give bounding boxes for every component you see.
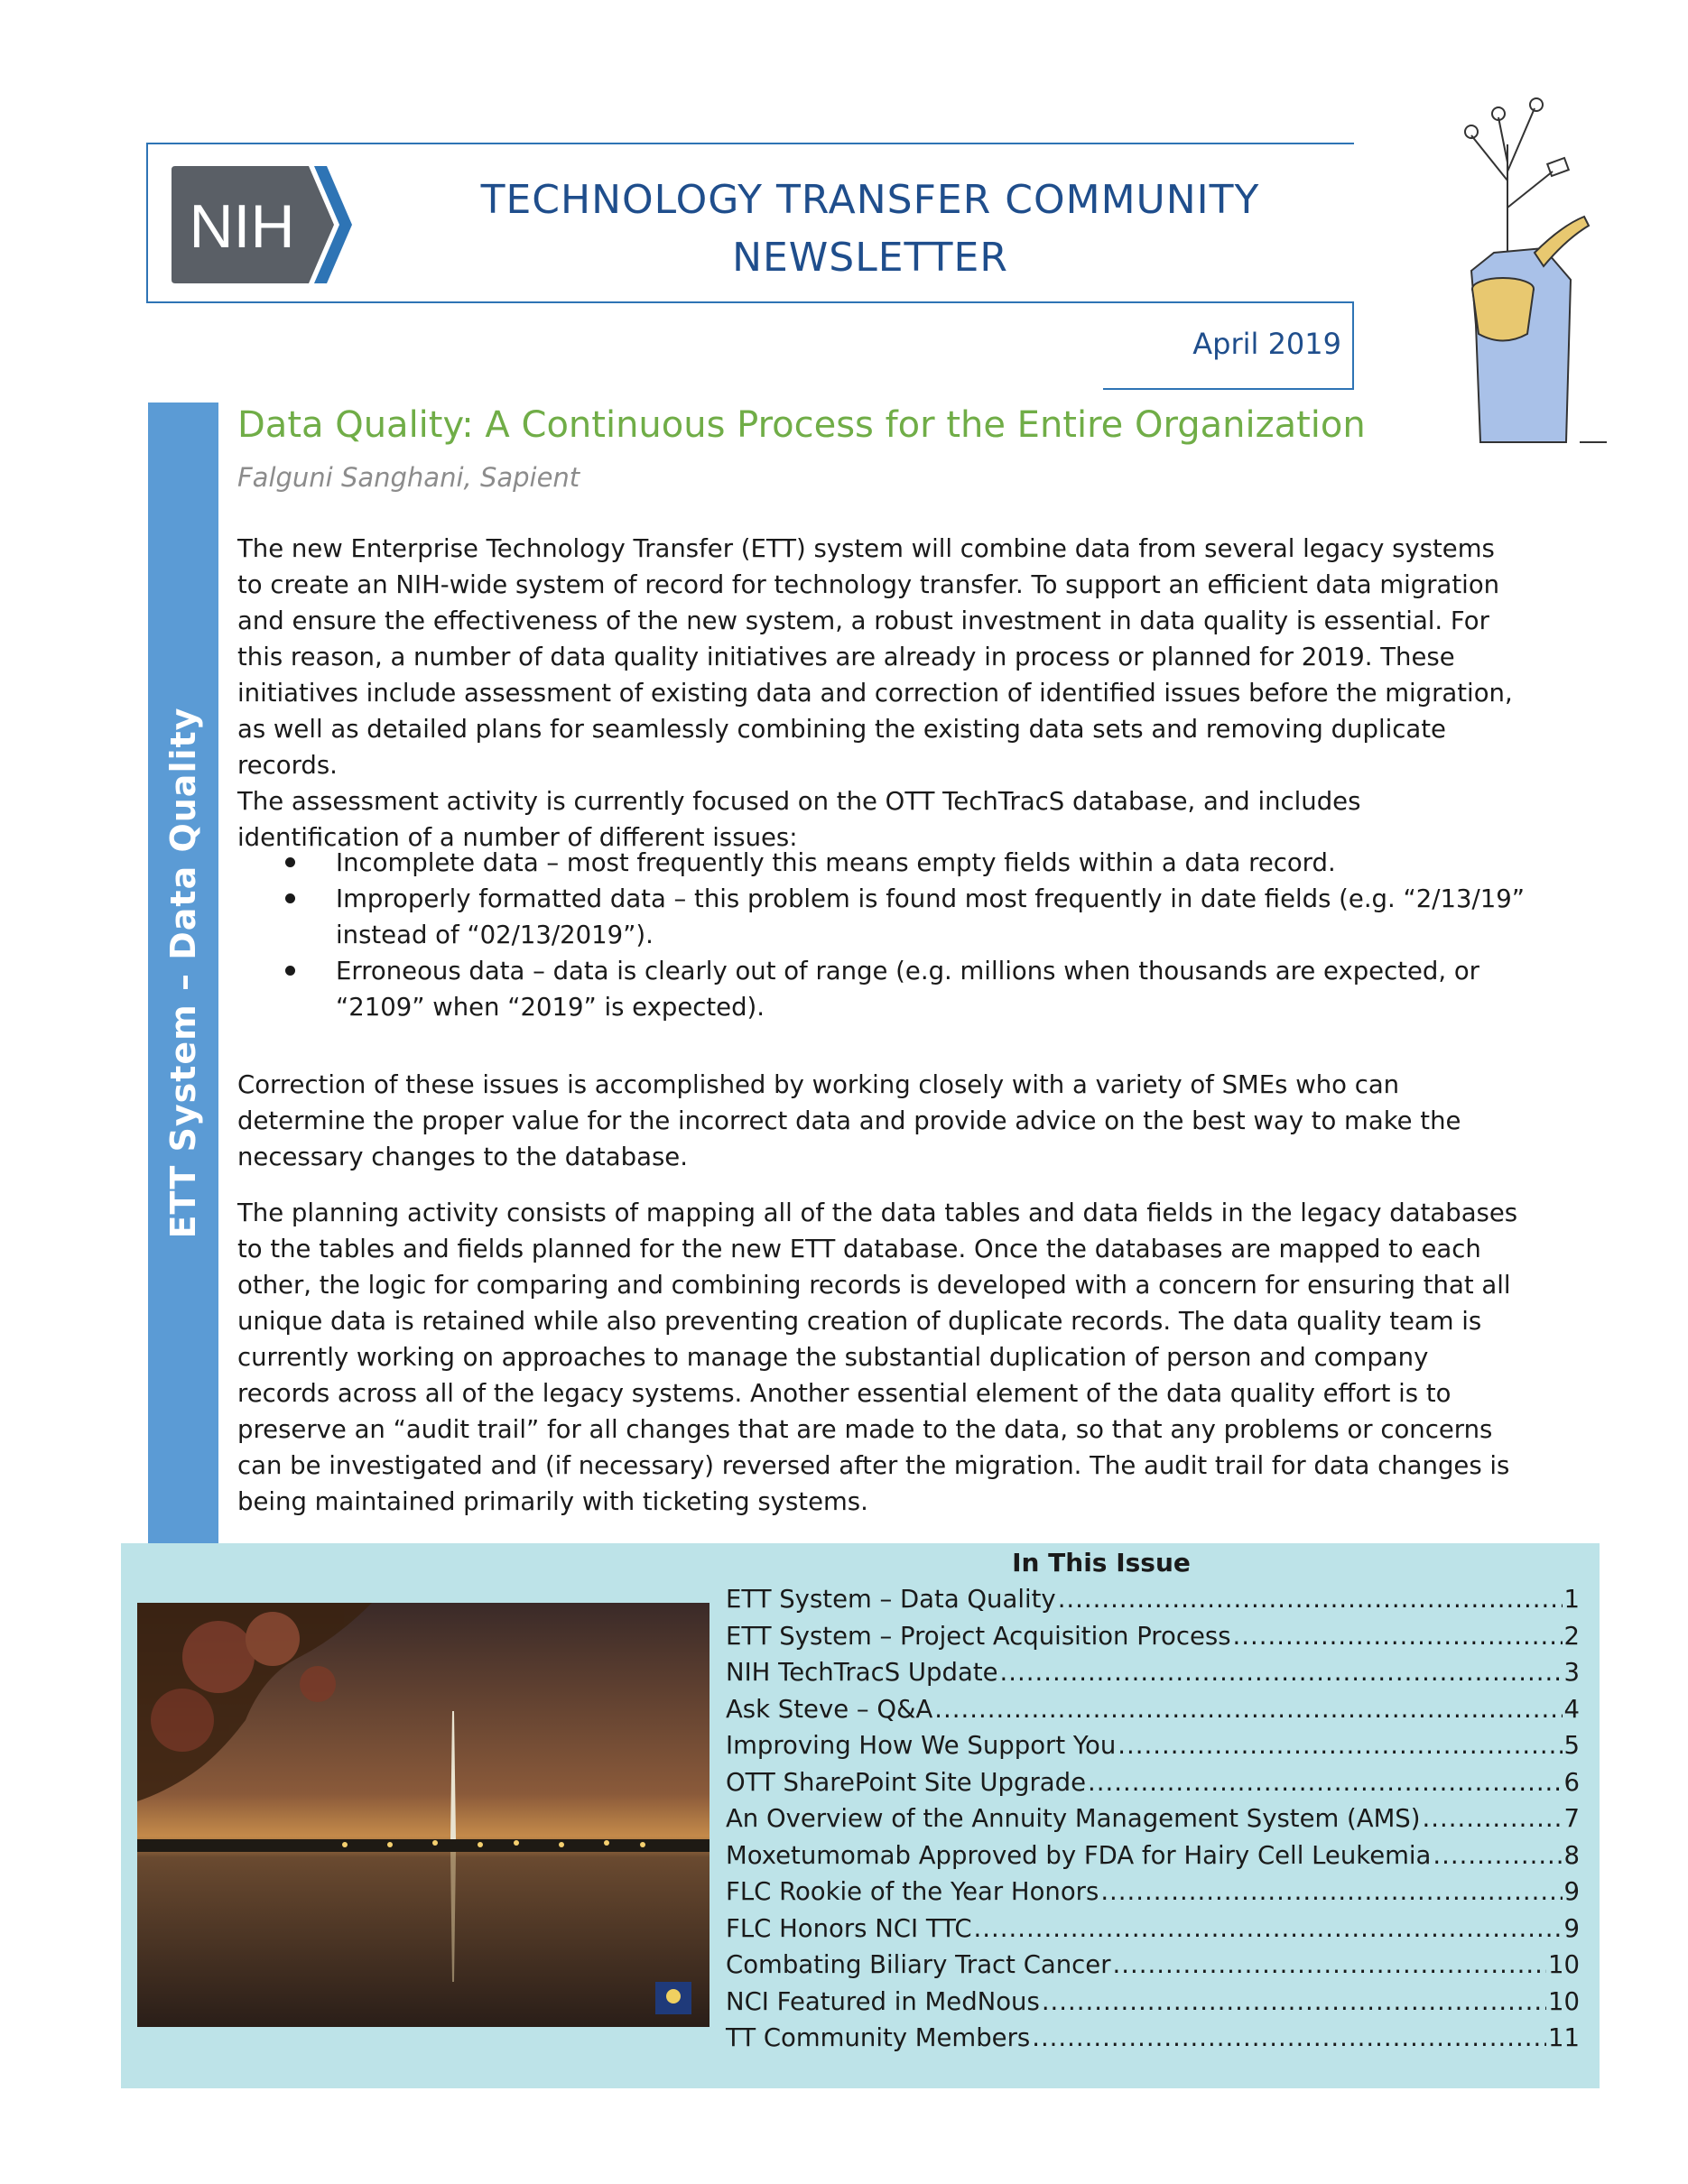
- toc-entry-page: 1: [1563, 1585, 1580, 1614]
- toc-entry[interactable]: [726, 1911, 1580, 1948]
- title-line-1: TECHNOLOGY TRANSFER COMMUNITY: [480, 177, 1260, 223]
- title-line-2: NEWSLETTER: [732, 235, 1008, 281]
- newsletter-header: [146, 143, 1354, 303]
- toc-entry-title: NIH TechTracS Update: [726, 1658, 998, 1687]
- toc-entry-title: FLC Rookie of the Year Honors: [726, 1877, 1099, 1906]
- toc-entry-title: Improving How We Support You: [726, 1731, 1117, 1760]
- paragraph-assessment: The assessment activity is currently focused on the OTT TechTracS database, and includes identification of a number of different issues:: [237, 787, 1361, 852]
- article-body: [237, 531, 1519, 856]
- toc-entry[interactable]: [726, 1947, 1580, 1984]
- toc-entry-title: An Overview of the Annuity Management System (AMS): [726, 1804, 1421, 1833]
- toc-leader-dots: [934, 1691, 1562, 1728]
- bullet-icon: [285, 966, 295, 976]
- toc-leader-dots: [1118, 1727, 1562, 1764]
- toc-entry-title: OTT SharePoint Site Upgrade: [726, 1767, 1086, 1797]
- in-this-issue-heading: In This Issue: [1012, 1548, 1191, 1578]
- toc-entry[interactable]: [726, 1837, 1580, 1874]
- section-sidebar: [148, 403, 218, 1543]
- toc-entry[interactable]: [726, 1764, 1580, 1801]
- paragraph-intro: The new Enterprise Technology Transfer (ETT) system will combine data from several legacy systems to create an NIH-wide system of record for technology transfer. To support an efficient data migration and ensure the effectiveness of the new system, a robust investment in data quality is essential. For this reason, a number of data quality initiatives are already in process or planned for 2019. These initiatives include assessment of existing data and correction of identified issues before the migration, as well as detailed plans for seamlessly combining the existing data sets and removing duplicate records.: [237, 534, 1513, 780]
- toc-leader-dots: [1000, 1654, 1563, 1691]
- toc-entry-page: 6: [1563, 1767, 1580, 1797]
- toc-entry-page: 2: [1563, 1621, 1580, 1651]
- gardener-illustration: [1408, 90, 1607, 451]
- toc-entry[interactable]: [726, 1618, 1580, 1655]
- paragraph-planning: The planning activity consists of mapping all of the data tables and data fields in the legacy databases to the tables and fields planned for the new ETT database. Once the databases are mapped to each other, the logic for comparing and combining records is developed with a concern for ensuring that all unique data is retained while also preventing creation of duplicate records. The data quality team is currently working on approaches to manage the substantial duplication of person and company records across all of the legacy systems. Another essential element of the data quality effort is to preserve an “audit trail” for all changes that are made to the data, so that any problems or concerns can be investigated and (if necessary) reversed after the migration. The audit trail for data changes is being maintained primarily with ticketing systems.: [237, 1198, 1518, 1516]
- list-item: Improperly formatted data – this problem is found most frequently in date fields (e.g. “2/13/19” instead of “02/13/2019”).: [280, 881, 1526, 953]
- toc-entry-title: NCI Featured in MedNous: [726, 1986, 1040, 2016]
- toc-entry[interactable]: [726, 1581, 1580, 1618]
- toc-entry-title: Combating Biliary Tract Cancer: [726, 1950, 1111, 1979]
- toc-entry-page: 9: [1563, 1877, 1580, 1906]
- header-divider: [1352, 303, 1354, 390]
- in-this-issue-panel: [121, 1543, 1600, 2088]
- toc-entry-page: 11: [1548, 2023, 1580, 2052]
- toc-entry[interactable]: [726, 1727, 1580, 1764]
- toc-leader-dots: [1423, 1800, 1563, 1837]
- toc-entry-title: FLC Honors NCI TTC: [726, 1913, 972, 1943]
- issue-date: April 2019: [1192, 327, 1341, 361]
- toc-leader-dots: [1042, 1984, 1546, 2021]
- washington-monument-photo: [137, 1603, 710, 2027]
- article-title: Data Quality: A Continuous Process for the Entire Organization: [237, 404, 1366, 446]
- section-label: ETT System – Data Quality: [163, 707, 203, 1239]
- toc-entry-page: 3: [1563, 1658, 1580, 1687]
- toc-entry[interactable]: [726, 1874, 1580, 1911]
- issue-list: [280, 845, 1526, 1025]
- logo-text: NIH: [189, 192, 295, 261]
- toc-entry-page: 10: [1548, 1950, 1580, 1979]
- toc-leader-dots: [974, 1911, 1563, 1948]
- nih-logo: [172, 166, 352, 283]
- toc-leader-dots: [1113, 1947, 1546, 1984]
- toc-entry[interactable]: [726, 1654, 1580, 1691]
- list-item: Erroneous data – data is clearly out of range (e.g. millions when thousands are expected, or “2109” when “2019” is expected).: [280, 953, 1526, 1025]
- bullet-icon: [285, 857, 295, 867]
- toc-entry-page: 8: [1563, 1840, 1580, 1870]
- toc-leader-dots: [1088, 1764, 1563, 1801]
- bullet-icon: [285, 893, 295, 903]
- toc-entry[interactable]: [726, 1691, 1580, 1728]
- toc-entry-page: 10: [1548, 1986, 1580, 2016]
- toc-entry-title: Ask Steve – Q&A: [726, 1694, 933, 1724]
- date-underline: [1103, 388, 1354, 390]
- article-author: Falguni Sanghani, Sapient: [237, 462, 580, 493]
- toc-entry-title: TT Community Members: [726, 2023, 1031, 2052]
- toc-entry[interactable]: [726, 2020, 1580, 2057]
- toc-leader-dots: [1233, 1618, 1563, 1655]
- toc-entry-title: ETT System – Data Quality: [726, 1585, 1056, 1614]
- toc-entry-title: ETT System – Project Acquisition Process: [726, 1621, 1231, 1651]
- toc-entry-page: 4: [1563, 1694, 1580, 1724]
- table-of-contents: [726, 1581, 1580, 2057]
- toc-entry-page: 9: [1563, 1913, 1580, 1943]
- toc-entry[interactable]: [726, 1984, 1580, 2021]
- toc-leader-dots: [1100, 1874, 1562, 1911]
- list-item: Incomplete data – most frequently this means empty fields within a data record.: [280, 845, 1526, 881]
- toc-entry[interactable]: [726, 1800, 1580, 1837]
- toc-entry-page: 5: [1563, 1731, 1580, 1760]
- toc-entry-title: Moxetumomab Approved by FDA for Hairy Cell Leukemia: [726, 1840, 1432, 1870]
- newsletter-title: [419, 171, 1322, 287]
- paragraph-correction: Correction of these issues is accomplished by working closely with a variety of SMEs who can determine the proper value for the incorrect data and provide advice on the best way to make the necessary changes to the database.: [237, 1070, 1461, 1171]
- toc-leader-dots: [1433, 1837, 1562, 1874]
- toc-leader-dots: [1032, 2020, 1546, 2057]
- toc-leader-dots: [1058, 1581, 1563, 1618]
- toc-entry-page: 7: [1563, 1804, 1580, 1833]
